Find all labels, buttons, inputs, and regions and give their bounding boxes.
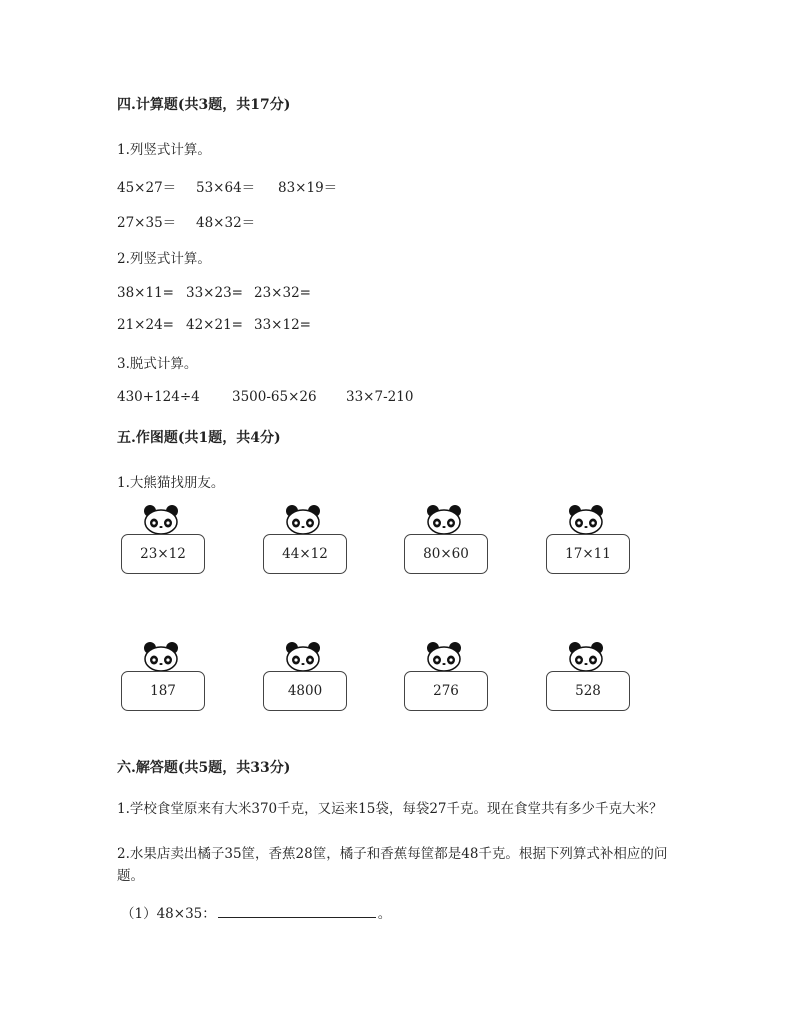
q3-title: 3.脱式计算。 — [117, 356, 198, 372]
q2-title: 2.列竖式计算。 — [117, 251, 211, 267]
section4-title: 四.计算题(共3题，共17分) — [117, 97, 291, 113]
answer-blank[interactable] — [218, 903, 376, 918]
q3-item-2: 3500-65×26 — [232, 389, 317, 405]
q2-item-4: 21×24= — [117, 317, 174, 333]
q2-item-5: 42×21= — [186, 317, 243, 333]
q2-item-1: 38×11= — [117, 285, 174, 301]
panda-icon — [424, 504, 464, 534]
word-problem-1: 1.学校食堂原来有大米370千克，又运来15袋，每袋27千克。现在食堂共有多少千克大米？ — [117, 801, 663, 817]
panda-icon — [424, 641, 464, 671]
expression-card[interactable]: 44×12 — [263, 534, 347, 574]
q1-title: 1.列竖式计算。 — [117, 142, 211, 158]
panda-icon — [283, 641, 323, 671]
panda-icon — [141, 504, 181, 534]
answer-card[interactable]: 187 — [121, 671, 205, 711]
section5-title: 五.作图题(共1题，共4分) — [117, 430, 281, 446]
q3-item-1: 430+124÷4 — [117, 389, 200, 405]
section6-title: 六.解答题(共5题，共33分) — [117, 760, 291, 776]
q1-item-1: 45×27＝ — [117, 180, 177, 196]
q2-item-2: 33×23= — [186, 285, 243, 301]
sub-question-1-end: 。 — [377, 906, 392, 922]
panda-icon — [141, 641, 181, 671]
expression-card[interactable]: 17×11 — [546, 534, 630, 574]
panda-question-title: 1.大熊猫找朋友。 — [117, 475, 225, 491]
q2-item-3: 23×32= — [254, 285, 311, 301]
panda-icon — [283, 504, 323, 534]
word-problem-2: 2.水果店卖出橘子35筐，香蕉28筐，橘子和香蕉每筐都是48千克。根据下列算式补相应的问题。 — [117, 846, 668, 884]
answer-card[interactable]: 4800 — [263, 671, 347, 711]
answer-card[interactable]: 276 — [404, 671, 488, 711]
expression-card[interactable]: 23×12 — [121, 534, 205, 574]
expression-card[interactable]: 80×60 — [404, 534, 488, 574]
q3-item-3: 33×7-210 — [346, 389, 414, 405]
sub-question-1-label: （1）48×35： — [121, 906, 216, 922]
sub-question-1 — [121, 902, 391, 922]
panda-icon — [566, 641, 606, 671]
answer-card[interactable]: 528 — [546, 671, 630, 711]
q1-item-2: 53×64＝ — [196, 180, 256, 196]
q1-item-5: 48×32＝ — [196, 215, 256, 231]
q1-item-4: 27×35＝ — [117, 215, 177, 231]
q1-item-3: 83×19＝ — [278, 180, 338, 196]
q2-item-6: 33×12= — [254, 317, 311, 333]
panda-icon — [566, 504, 606, 534]
